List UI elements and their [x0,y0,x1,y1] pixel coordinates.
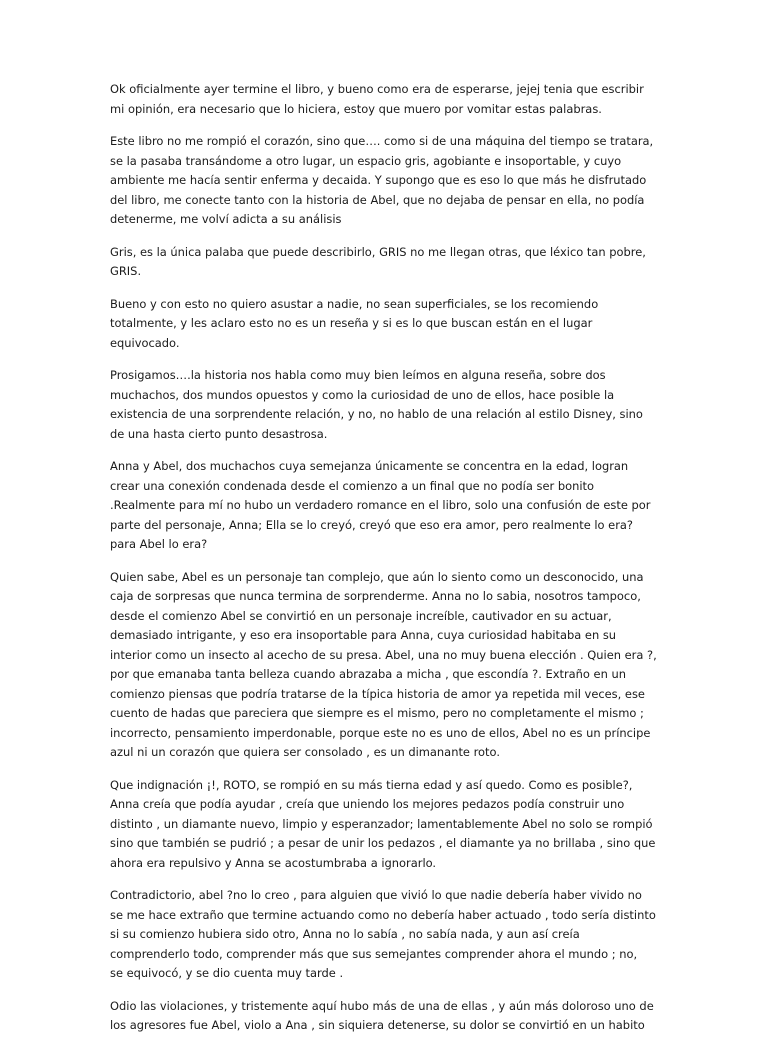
text-line: parte del personaje, Anna; Ella se lo creyó, creyó que eso era amor, pero realmente lo era? [110,517,634,532]
text-line: .Realmente para mí no hubo un verdadero romance en el libro, solo una confusión de este por [110,498,651,512]
text-line: Bueno y con esto no quiero asustar a nadie, no sean superficiales, se los recomiendo [110,296,599,311]
text-line: interior como un insecto al acecho de su presa. Abel, una no muy buena elección . Quien era ?, [110,647,657,662]
text-line: demasiado intrigante, y eso era insoportable para Anna, cuya curiosidad habitaba en su [110,628,617,642]
document-page [110,80,660,1049]
text-line: los agresores fue Abel, violo a Ana , sin siquiera detenerse, su dolor se convirtió en un habito [110,1018,645,1032]
text-line: cuento de hadas que pareciera que siempre es el mismo, pero no completamente el mismo ; [110,706,644,720]
text-line: crear una conexión condenada desde el comienzo a un final que no podía ser bonito [110,478,594,493]
paragraph [110,366,660,444]
text-line: por que emanaba tanta belleza cuando abrazaba a micha , que escondía ?. Extraño en un [110,667,626,681]
text-line: muchachos, dos mundos opuestos y como la curiosidad de uno de ellos, hace posible la [110,387,615,402]
paragraph [110,457,660,555]
text-line: Odio las violaciones, y tristemente aquí hubo más de una de ellas , y aún más doloroso uno de [110,998,654,1013]
text-line: azul ni un corazón que quiera ser consolado , es un dimanante roto. [110,745,500,759]
text-line: distinto , un diamante nuevo, limpio y esperanzador; lamentablemente Abel no solo se rompió [110,816,653,831]
text-line: existencia de una sorprendente relación, y no, no hablo de una relación al estilo Disney, sino [110,407,643,421]
paragraph [110,886,660,984]
text-line: desde el comienzo Abel se convirtió en un personaje increíble, cautivador en su actuar, [110,608,612,623]
text-line: comienzo piensas que podría tratarse de la típica historia de amor ya repetida mil veces, ese [110,686,645,701]
text-line: sino que también se pudrió ; a pesar de unir los pedazos , el diamante ya no brillaba , sino que [110,836,656,850]
text-line: incorrecto, pensamiento imperdonable, porque este no es uno de ellos, Abel no es un príncipe [110,725,651,740]
text-line: si su comienzo hubiera sido otro, Anna no lo sabía , no sabía nada, y aun así creía [110,927,580,941]
text-line: Anna y Abel, dos muchachos cuya semejanza únicamente se concentra en la edad, logran [110,459,629,473]
text-line: Anna creía que podía ayudar , creía que uniendo los mejores pedazos podía construir uno [110,797,625,811]
text-line: Gris, es la única palaba que puede describirlo, GRIS no me llegan otras, que léxico tan pobre, [110,244,646,259]
text-line: ambiente me hacía sentir enferma y decaida. Y supongo que es eso lo que más he disfrutado [110,173,647,187]
text-line: Contradictorio, abel ?no lo creo , para alguien que vivió lo que nadie debería haber vivido no [110,888,642,902]
paragraph [110,997,660,1036]
text-line: se me hace extraño que termine actuando como no debería haber actuado , todo sería distinto [110,907,656,922]
text-line: Que indignación ¡!, ROTO, se rompió en su más tierna edad y así quedo. Como es posible?, [110,777,633,792]
paragraph [110,243,660,282]
text-line: Este libro no me rompió el corazón, sino que…. como si de una máquina del tiempo se tratara, [110,134,654,148]
text-line: del libro, me conecte tanto con la historia de Abel, que no dejaba de pensar en ella, no podía [110,192,645,207]
paragraph [110,295,660,354]
text-line: mi opinión, era necesario que lo hiciera, estoy que muero por vomitar estas palabras. [110,101,602,116]
paragraph [110,132,660,230]
text-line: totalmente, y les aclaro esto no es un reseña y si es lo que buscan están en el lugar [110,316,593,330]
paragraph [110,776,660,874]
text-line: se la pasaba transándome a otro lugar, un espacio gris, agobiante e insoportable, y cuyo [110,153,622,168]
text-line: para Abel lo era? [110,537,208,551]
paragraph [110,568,660,763]
text-line: equivocado. [110,335,180,350]
text-line: GRIS. [110,264,142,278]
text-line: Prosigamos….la historia nos habla como muy bien leímos en alguna reseña, sobre dos [110,368,606,382]
text-line: se equivocó, y se dio cuenta muy tarde . [110,966,344,980]
text-line: comprenderlo todo, comprender más que sus semejantes comprender ahora el mundo ; no, [110,946,638,961]
text-line: Ok oficialmente ayer termine el libro, y bueno como era de esperarse, jejej tenia que escribir [110,82,644,96]
text-line: caja de sorpresas que nunca termina de sorprenderme. Anna no lo sabia, nosotros tampoco, [110,589,641,603]
text-line: detenerme, me volví adicta a su análisis [110,212,342,226]
text-line: Quien sabe, Abel es un personaje tan complejo, que aún lo siento como un desconocido, una [110,569,644,584]
paragraph [110,80,660,119]
text-line: de una hasta cierto punto desastrosa. [110,426,328,441]
text-line: ahora era repulsivo y Anna se acostumbraba a ignorarlo. [110,855,437,870]
